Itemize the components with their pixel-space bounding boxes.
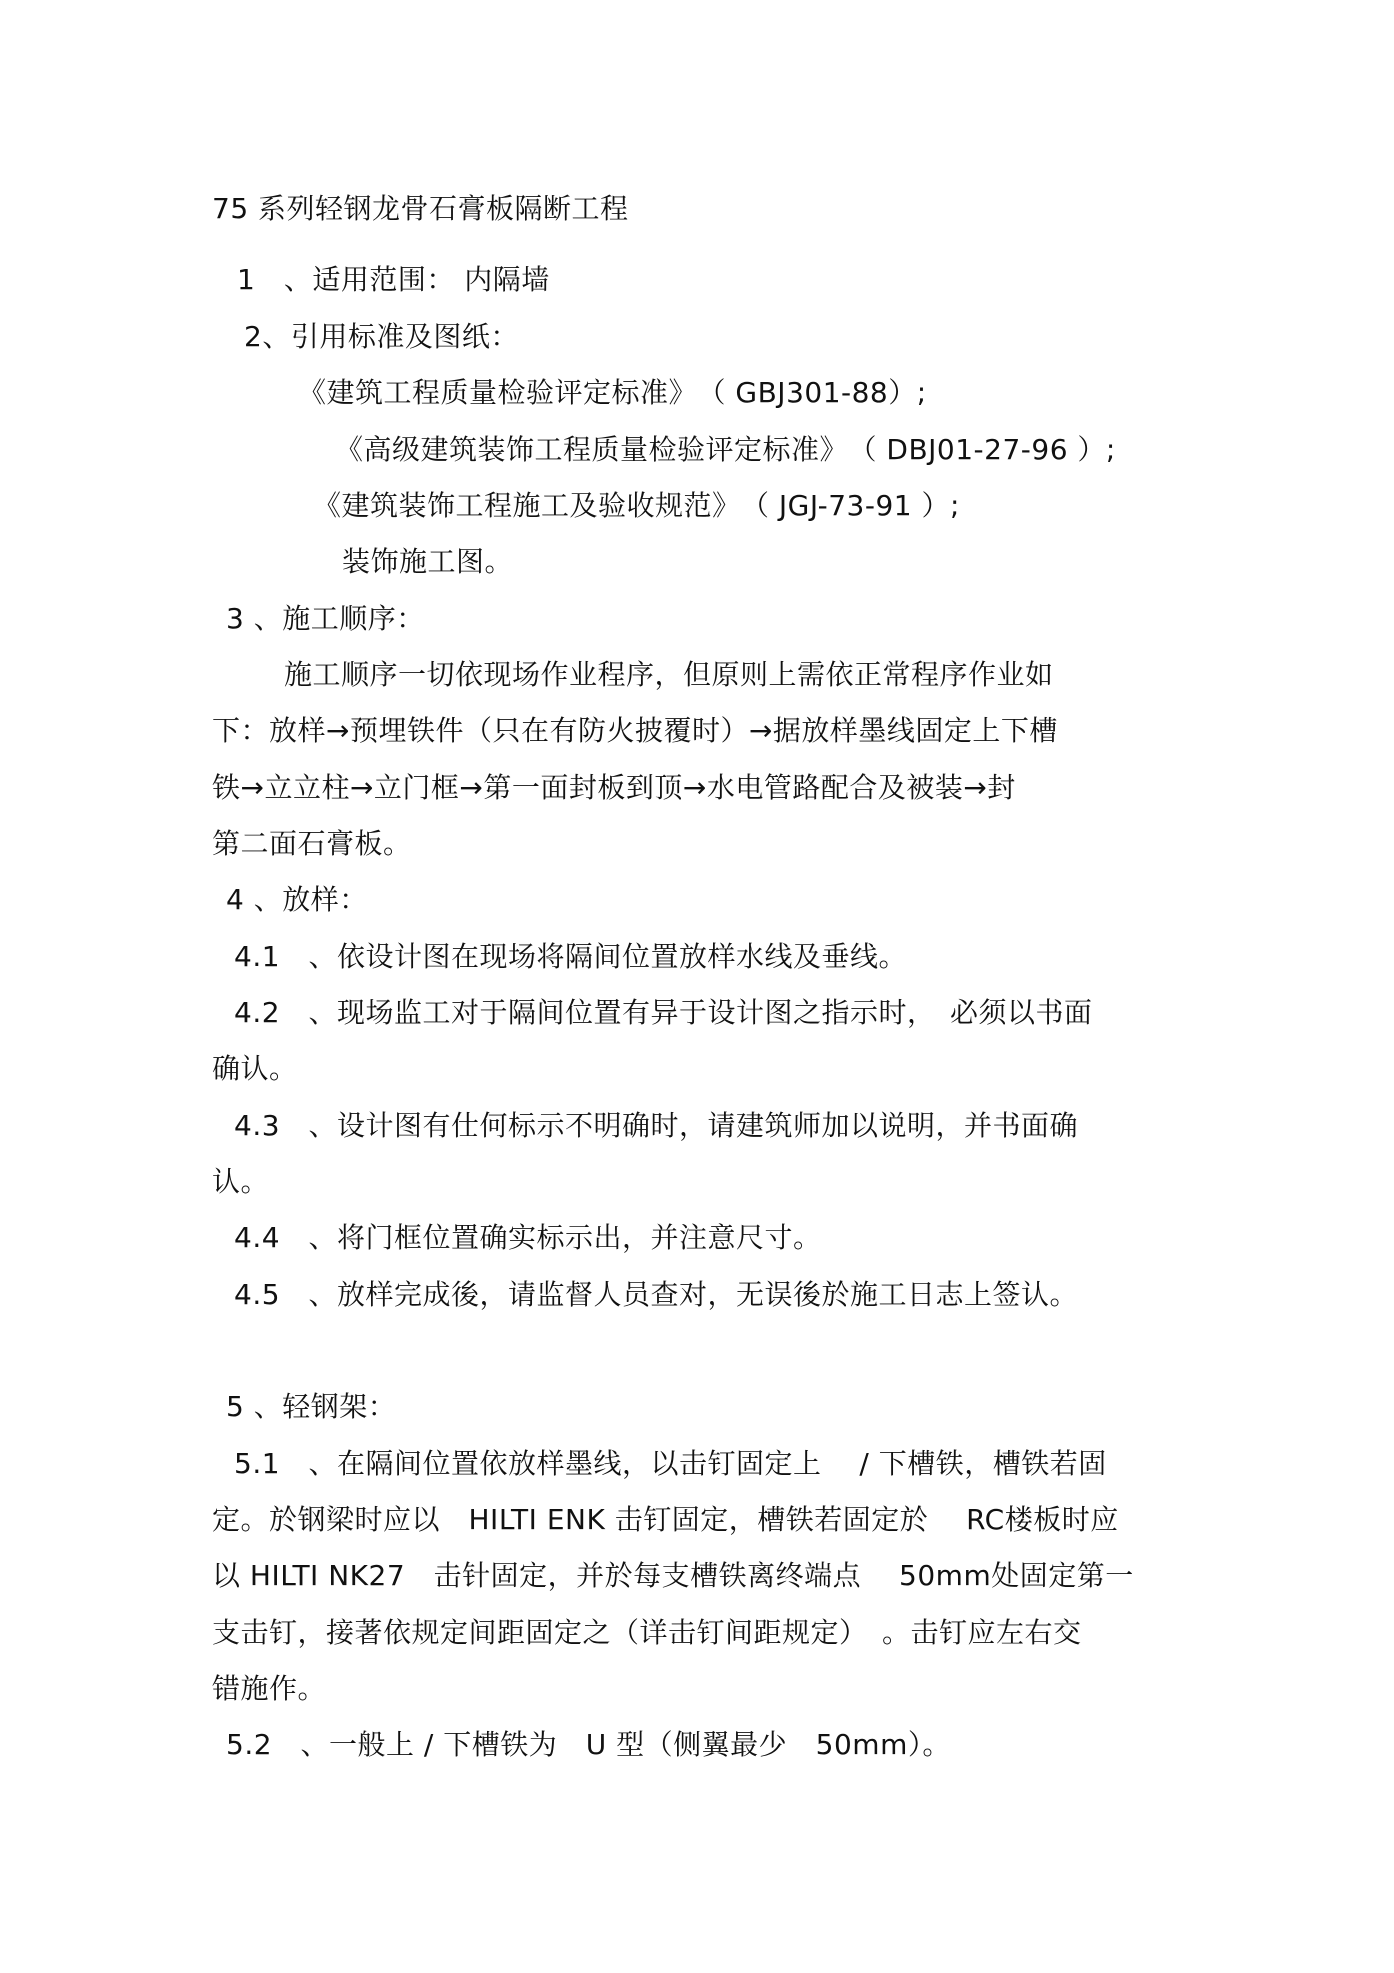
reference-dbj01: 《高级建筑装饰工程质量检验评定标准》 （ DBJ01-27-96 ）; <box>335 433 1116 466</box>
sequence-paragraph-line-2: 下：放样→预埋铁件（只在有防火披覆时）→据放样墨线固定上下槽 <box>212 714 1058 747</box>
item-5-2: 5.2 、一般上 / 下槽铁为 U 型（侧翼最少 50mm）。 <box>226 1728 951 1761</box>
sequence-paragraph-line-4: 第二面石膏板。 <box>212 827 412 860</box>
item-5-1-line-1: 5.1 、在隔间位置依放样墨线，以击钉固定上 / 下槽铁，槽铁若固 <box>234 1447 1107 1480</box>
item-4-4: 4.4 、将门框位置确实标示出，并注意尺寸。 <box>234 1221 822 1254</box>
item-5-1-line-4: 支击钉，接著依规定间距固定之（详击钉间距规定） 。击钉应左右交 <box>212 1616 1082 1649</box>
sequence-paragraph-line-1: 施工顺序一切依现场作业程序，但原则上需依正常程序作业如 <box>284 658 1054 691</box>
item-5-1-line-3: 以 HILTI NK27 击针固定，并於每支槽铁离终端点 50mm处固定第一 <box>212 1559 1134 1592</box>
item-4-layout: 4 、放样： <box>226 883 368 916</box>
reference-drawings: 装饰施工图。 <box>342 545 514 578</box>
item-4-3-line-2: 认。 <box>212 1165 270 1198</box>
reference-jgj73: 《建筑装饰工程施工及验收规范》 （ JGJ-73-91 ）; <box>313 489 960 522</box>
item-4-5: 4.5 、放样完成後，请监督人员查对，无误後於施工日志上签认。 <box>234 1278 1079 1311</box>
item-4-2-line-1: 4.2 、现场监工对于隔间位置有异于设计图之指示时， 必须以书面 <box>234 996 1093 1029</box>
item-2-references: 2、引用标准及图纸： <box>244 320 519 353</box>
item-4-1: 4.1 、依设计图在现场将隔间位置放样水线及垂线。 <box>234 940 908 973</box>
item-1-scope: 1 、适用范围： 内隔墙 <box>237 263 550 296</box>
item-5-1-line-5: 错施作。 <box>212 1672 327 1705</box>
sequence-paragraph-line-3: 铁→立立柱→立门框→第一面封板到顶→水电管路配合及被装→封 <box>212 771 1016 804</box>
item-4-3-line-1: 4.3 、设计图有仕何标示不明确时，请建筑师加以说明，并书面确 <box>234 1109 1079 1142</box>
document-title: 75 系列轻钢龙骨石膏板隔断工程 <box>212 192 629 225</box>
reference-gbj301: 《建筑工程质量检验评定标准》 （ GBJ301-88）; <box>298 376 927 409</box>
item-5-steel-frame: 5 、轻钢架： <box>226 1390 397 1423</box>
item-4-2-line-2: 确认。 <box>212 1052 298 1085</box>
item-3-sequence: 3 、施工顺序： <box>226 602 425 635</box>
item-5-1-line-2: 定。於钢梁时应以 HILTI ENK 击钉固定，槽铁若固定於 RC楼板时应 <box>212 1503 1119 1536</box>
